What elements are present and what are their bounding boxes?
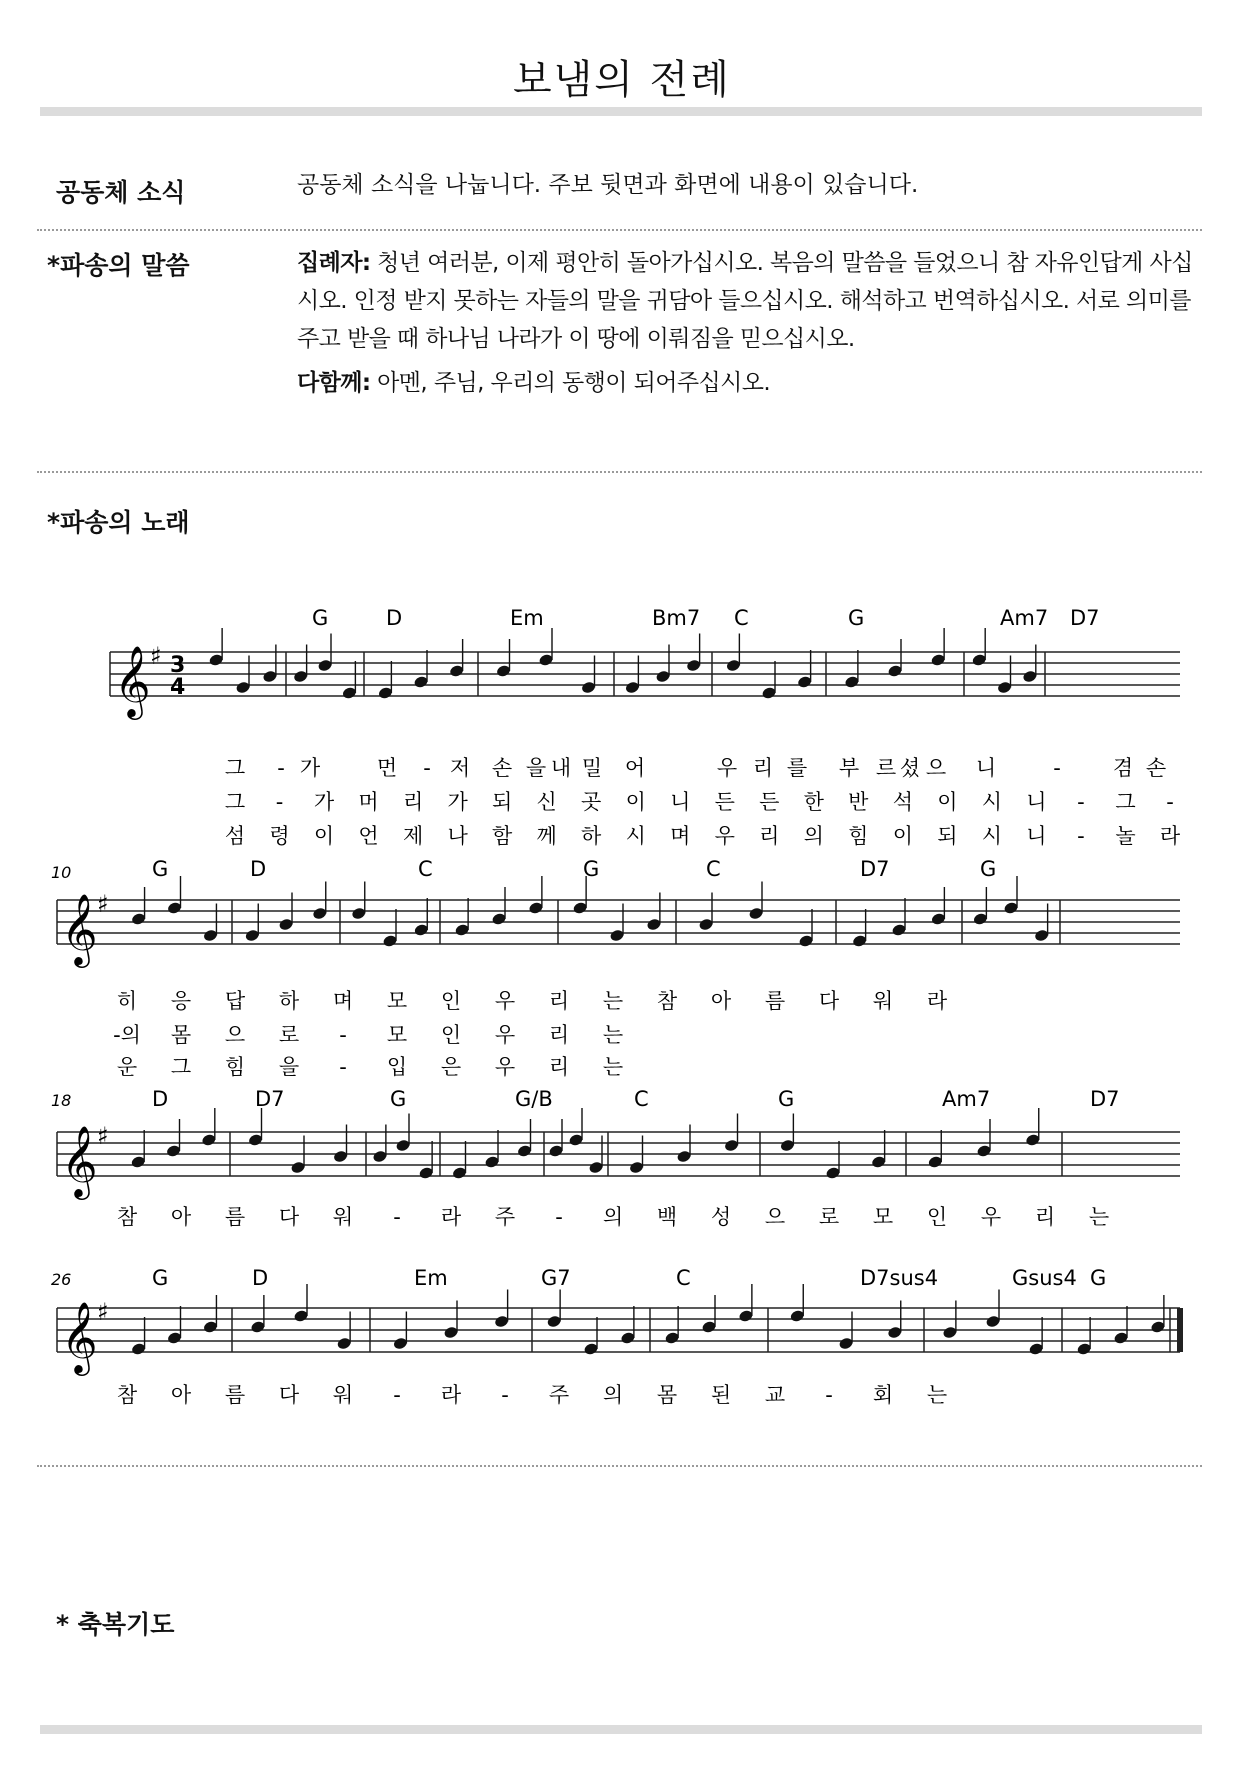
lyric-syllable: 언 xyxy=(358,824,379,848)
lyric-syllable: 신 xyxy=(536,790,557,814)
lyric-syllable: 는 xyxy=(1088,1205,1110,1229)
section-divider xyxy=(37,1465,1202,1467)
lyric-syllable: -의 xyxy=(113,1023,141,1047)
sending-word-all xyxy=(297,364,1197,402)
chord-symbol: G xyxy=(778,1087,795,1111)
chord-symbol: G xyxy=(848,606,865,630)
lyric-syllable: 우 xyxy=(494,1055,516,1079)
lyric-syllable: 된 xyxy=(710,1383,732,1407)
lyric-syllable: 이 xyxy=(313,824,335,848)
sending-song-label: *파송의 노래 xyxy=(47,508,190,537)
leader-tag: 집례자: xyxy=(297,250,371,276)
lyric-syllable: 되 xyxy=(491,790,513,814)
lyric-syllable: 름 xyxy=(224,1383,246,1407)
lyric-syllable: 로 xyxy=(278,1023,300,1047)
lyric-syllable: 성 xyxy=(710,1205,732,1229)
lyric-syllable: 이 xyxy=(625,790,646,814)
chord-symbol: D7 xyxy=(255,1087,285,1111)
lyric-syllable: 는 xyxy=(602,1055,624,1079)
lyric-syllable: 모 xyxy=(386,989,408,1013)
chord-symbol: G xyxy=(1090,1266,1107,1290)
treble-clef-icon: 𝄞 xyxy=(61,1124,98,1197)
lyric-syllable: 밀 xyxy=(581,756,603,780)
lyric-syllable: - xyxy=(423,756,431,780)
lyric-syllable: 리 xyxy=(752,756,774,780)
chord-symbol: D7 xyxy=(1070,606,1100,630)
lyric-syllable: - xyxy=(1166,790,1174,814)
lyric-syllable: 모 xyxy=(872,1205,894,1229)
measure-number: 26 xyxy=(51,1270,72,1289)
lyric-syllable: 르 xyxy=(875,756,897,780)
lyric-syllable: 령 xyxy=(269,824,290,848)
chord-symbol: C xyxy=(634,1087,649,1111)
lyric-syllable: 의 xyxy=(602,1205,624,1229)
chord-symbol: Gsus4 xyxy=(1012,1266,1077,1290)
lyric-syllable: 몸 xyxy=(656,1383,678,1407)
lyric-syllable: 이 xyxy=(937,790,958,814)
lyric-syllable: 한 xyxy=(803,790,824,814)
lyric-syllable: 되 xyxy=(937,824,958,848)
lyric-syllable: 는 xyxy=(602,1023,624,1047)
chord-symbol: D xyxy=(250,857,267,881)
lyric-syllable: - xyxy=(339,1055,347,1079)
lyric-syllable: 시 xyxy=(625,824,646,848)
lyric-syllable: 리 xyxy=(1034,1205,1056,1229)
lyric-syllable: 다 xyxy=(818,989,840,1013)
lyric-syllable: 회 xyxy=(872,1383,894,1407)
lyric-syllable: 인 xyxy=(926,1205,948,1229)
lyric-syllable: 운 xyxy=(116,1055,138,1079)
sharp-icon: ♯ xyxy=(150,642,162,670)
lyric-syllable: 그 xyxy=(224,790,246,814)
lyric-syllable: 주 xyxy=(494,1205,516,1229)
lyric-syllable: 인 xyxy=(440,1023,462,1047)
lyric-syllable: 몸 xyxy=(170,1023,192,1047)
chord-symbol: G7 xyxy=(541,1266,571,1290)
lyric-syllable: 라 xyxy=(440,1205,462,1229)
footer-divider xyxy=(40,1725,1202,1734)
lyric-syllable: 을 xyxy=(525,756,547,780)
sending-word-label: *파송의 말씀 xyxy=(47,251,190,280)
lyric-syllable: 워 xyxy=(332,1205,354,1229)
lyric-syllable: 아 xyxy=(710,989,732,1013)
lyric-syllable: 으 xyxy=(925,756,947,780)
lyric-syllable: 응 xyxy=(170,989,192,1013)
lyric-syllable: 힘 xyxy=(848,824,869,848)
lyric-syllable: 인 xyxy=(440,989,462,1013)
lyric-syllable: 다 xyxy=(278,1205,300,1229)
lyric-syllable: 리 xyxy=(548,1023,570,1047)
lyric-syllable: - xyxy=(1077,790,1085,814)
lyric-syllable: 니 xyxy=(975,756,997,780)
chord-symbol: D7sus4 xyxy=(860,1266,939,1290)
lyric-syllable: 의 xyxy=(803,824,824,848)
sending-word-leader xyxy=(297,244,1197,358)
lyric-syllable: 놀 xyxy=(1115,824,1136,848)
lyric-syllable: 라 xyxy=(926,989,948,1013)
chord-symbol: Am7 xyxy=(1000,606,1049,630)
lyric-syllable: 곳 xyxy=(581,790,602,814)
lyric-syllable: 리 xyxy=(402,790,424,814)
news-text: 공동체 소식을 나눕니다. 주보 뒷면과 화면에 내용이 있습니다. xyxy=(297,172,919,198)
lyric-syllable: 우 xyxy=(980,1205,1002,1229)
lyric-syllable: 가 xyxy=(313,790,335,814)
lyric-syllable: 은 xyxy=(440,1055,462,1079)
chord-symbol: G xyxy=(152,857,169,881)
all-tag: 다함께: xyxy=(297,370,371,396)
lyric-syllable: 아 xyxy=(170,1205,192,1229)
lyric-syllable: 반 xyxy=(848,790,869,814)
chord-symbol: Bm7 xyxy=(652,606,701,630)
lyric-syllable: 으 xyxy=(224,1023,246,1047)
lyric-syllable: - xyxy=(393,1205,401,1229)
lyric-syllable: 우 xyxy=(714,824,735,848)
lyric-syllable: 로 xyxy=(818,1205,840,1229)
chord-symbol: G/B xyxy=(515,1087,553,1111)
lyric-syllable: 을 xyxy=(278,1055,300,1079)
all-text: 아멘, 주님, 우리의 동행이 되어주십시오. xyxy=(377,370,771,396)
lyric-syllable: - xyxy=(555,1205,563,1229)
lyric-syllable: 부 xyxy=(838,756,860,780)
lyric-syllable: 나 xyxy=(447,824,468,848)
lyric-syllable: - xyxy=(1077,824,1085,848)
lyric-syllable: 시 xyxy=(981,790,1003,814)
chord-symbol: G xyxy=(312,606,329,630)
lyric-syllable: 그 xyxy=(170,1055,192,1079)
lyric-syllable: 참 xyxy=(656,989,678,1013)
chord-symbol: G xyxy=(980,857,997,881)
lyric-syllable: 우 xyxy=(716,756,738,780)
lyric-syllable: 섬 xyxy=(224,824,246,848)
leader-text: 청년 여러분, 이제 평안히 돌아가십시오. 복음의 말씀을 들었으니 참 자유인답게 사십시오. 인정 받지 못하는 자들의 말을 귀담아 들으십시오. 해석하고 번역하십시오. 서로 의미를 주고 받을 때 하나님 나라가 이 땅에 이뤄짐을 믿으십시오. xyxy=(297,250,1193,352)
lyric-syllable: 는 xyxy=(926,1383,948,1407)
measure-number: 10 xyxy=(51,863,72,882)
chord-symbol: D xyxy=(152,1087,169,1111)
chord-symbol: D xyxy=(252,1266,269,1290)
time-signature-top: 3 xyxy=(170,653,186,678)
lyric-syllable: 름 xyxy=(764,989,786,1013)
lyric-syllable: - xyxy=(339,1023,347,1047)
chord-symbol: C xyxy=(418,857,433,881)
sharp-icon: ♯ xyxy=(97,1122,109,1150)
chord-symbol: D7 xyxy=(1090,1087,1120,1111)
lyric-syllable: 모 xyxy=(386,1023,408,1047)
lyric-syllable: - xyxy=(1053,756,1061,780)
chord-symbol: C xyxy=(734,606,749,630)
lyric-syllable: 리 xyxy=(548,989,570,1013)
lyric-syllable: 제 xyxy=(402,824,424,848)
lyric-syllable: 이 xyxy=(892,824,914,848)
lyric-syllable: 의 xyxy=(602,1383,624,1407)
section-divider xyxy=(37,471,1202,473)
lyric-syllable: 가 xyxy=(299,756,321,780)
lyric-syllable: 가 xyxy=(447,790,468,814)
chord-symbol: D7 xyxy=(860,857,890,881)
chord-symbol: G xyxy=(152,1266,169,1290)
lyric-syllable: 며 xyxy=(670,824,691,848)
lyric-syllable: 라 xyxy=(440,1383,462,1407)
title-divider xyxy=(40,107,1202,116)
lyric-syllable: 입 xyxy=(386,1055,408,1079)
lyric-syllable: 든 xyxy=(759,790,780,814)
lyric-syllable: 내 xyxy=(550,756,572,780)
lyric-syllable: 니 xyxy=(1026,790,1047,814)
measure-number: 18 xyxy=(51,1091,72,1110)
lyric-syllable: 먼 xyxy=(376,756,398,780)
lyric-syllable: 머 xyxy=(358,790,379,814)
lyric-syllable: 워 xyxy=(872,989,894,1013)
lyric-syllable: 니 xyxy=(670,790,691,814)
lyric-syllable: 백 xyxy=(656,1205,678,1229)
lyric-syllable: 우 xyxy=(494,989,516,1013)
lyric-syllable: 다 xyxy=(278,1383,300,1407)
treble-clef-icon: 𝄞 xyxy=(114,644,151,717)
lyric-syllable: 그 xyxy=(224,756,246,780)
lyric-syllable: 그 xyxy=(1115,790,1136,814)
lyric-syllable: 리 xyxy=(548,1055,570,1079)
lyric-syllable: 답 xyxy=(224,989,246,1013)
treble-clef-icon: 𝄞 xyxy=(61,1300,98,1373)
lyric-syllable: 든 xyxy=(714,790,735,814)
lyric-syllable: 께 xyxy=(536,824,557,848)
blessing-label: * 축복기도 xyxy=(56,1610,175,1639)
lyric-syllable: 손 xyxy=(1145,756,1167,780)
lyric-syllable: 힘 xyxy=(224,1055,246,1079)
lyric-syllable: - xyxy=(501,1383,509,1407)
lyric-syllable: 하 xyxy=(278,989,300,1013)
sheet-music xyxy=(0,580,1244,1460)
lyric-syllable: 를 xyxy=(786,756,808,780)
chord-symbol: D xyxy=(386,606,403,630)
lyric-syllable: 주 xyxy=(548,1383,570,1407)
sharp-icon: ♯ xyxy=(97,890,109,918)
lyric-syllable: 손 xyxy=(491,756,513,780)
lyric-syllable: 리 xyxy=(759,824,780,848)
lyric-syllable: 하 xyxy=(581,824,602,848)
lyric-syllable: - xyxy=(825,1383,833,1407)
chord-symbol: Em xyxy=(414,1266,448,1290)
sharp-icon: ♯ xyxy=(97,1298,109,1326)
chord-symbol: Em xyxy=(510,606,544,630)
time-signature-bottom: 4 xyxy=(170,675,186,700)
lyric-syllable: 셨 xyxy=(899,756,921,780)
lyric-syllable: - xyxy=(277,756,285,780)
lyric-syllable: 아 xyxy=(170,1383,192,1407)
lyric-syllable: 히 xyxy=(116,989,138,1013)
lyric-syllable: 함 xyxy=(491,824,513,848)
news-label: 공동체 소식 xyxy=(56,178,186,207)
lyric-syllable: 겸 xyxy=(1112,756,1134,780)
section-divider xyxy=(37,229,1202,231)
lyric-syllable: 니 xyxy=(1026,824,1047,848)
lyric-syllable: 우 xyxy=(494,1023,516,1047)
chord-symbol: G xyxy=(390,1087,407,1111)
lyric-syllable: - xyxy=(275,790,284,814)
chord-symbol: C xyxy=(706,857,721,881)
chord-symbol: Am7 xyxy=(942,1087,991,1111)
page-title: 보냄의 전례 xyxy=(513,57,731,103)
lyric-syllable: 는 xyxy=(602,989,624,1013)
lyric-syllable: 름 xyxy=(224,1205,246,1229)
chord-symbol: G xyxy=(583,857,600,881)
lyric-syllable: 교 xyxy=(764,1383,786,1407)
lyric-syllable: 시 xyxy=(981,824,1003,848)
lyric-syllable: 으 xyxy=(764,1205,786,1229)
lyric-syllable: 참 xyxy=(116,1205,138,1229)
lyric-syllable: 참 xyxy=(116,1383,138,1407)
lyric-syllable: 저 xyxy=(449,756,471,780)
chord-symbol: C xyxy=(676,1266,691,1290)
lyric-syllable: - xyxy=(393,1383,401,1407)
lyric-syllable: 라 xyxy=(1159,824,1181,848)
lyric-syllable: 워 xyxy=(332,1383,354,1407)
lyric-syllable: 어 xyxy=(624,756,646,780)
lyric-syllable: 며 xyxy=(332,989,354,1013)
treble-clef-icon: 𝄞 xyxy=(61,892,98,965)
lyric-syllable: 석 xyxy=(892,790,914,814)
